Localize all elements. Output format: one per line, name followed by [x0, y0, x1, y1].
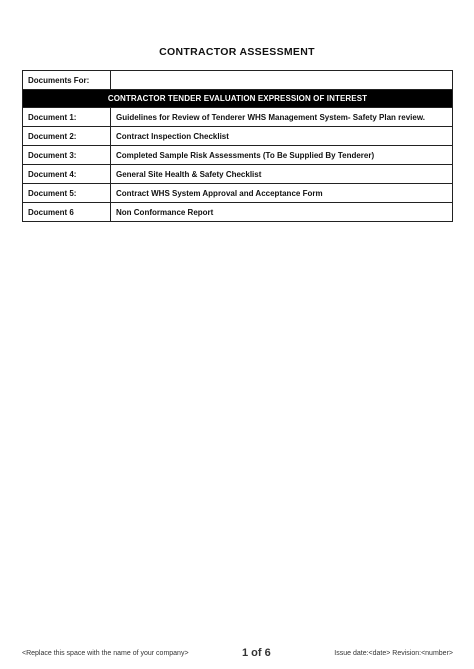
document-title: Completed Sample Risk Assessments (To Be Supplied By Tenderer) — [111, 146, 453, 165]
footer-issue-revision: Issue date:<date> Revision:<number> — [334, 650, 453, 657]
footer-company-placeholder: <Replace this space with the name of your company> — [22, 650, 189, 657]
document-label: Document 4: — [23, 165, 111, 184]
document-title: Non Conformance Report — [111, 203, 453, 222]
documents-for-row — [23, 71, 453, 90]
document-label: Document 3: — [23, 146, 111, 165]
table-row — [23, 146, 453, 165]
table-row — [23, 127, 453, 146]
document-title: Contract WHS System Approval and Acceptance Form — [111, 184, 453, 203]
page-footer — [22, 647, 453, 663]
documents-for-label: Documents For: — [23, 71, 111, 90]
table-row — [23, 165, 453, 184]
document-title: Contract Inspection Checklist — [111, 127, 453, 146]
document-label: Document 6 — [23, 203, 111, 222]
document-title: Guidelines for Review of Tenderer WHS Management System- Safety Plan review. — [111, 108, 453, 127]
table-row — [23, 203, 453, 222]
document-label: Document 1: — [23, 108, 111, 127]
section-banner-row — [23, 90, 453, 108]
section-banner: CONTRACTOR TENDER EVALUATION EXPRESSION OF INTEREST — [23, 90, 453, 108]
page-number: 1 of 6 — [242, 647, 271, 659]
page-title: CONTRACTOR ASSESSMENT — [159, 46, 315, 58]
document-label: Document 5: — [23, 184, 111, 203]
documents-for-field[interactable] — [111, 71, 453, 90]
document-title: General Site Health & Safety Checklist — [111, 165, 453, 184]
document-label: Document 2: — [23, 127, 111, 146]
documents-table — [22, 70, 453, 222]
table-row — [23, 184, 453, 203]
table-row — [23, 108, 453, 127]
